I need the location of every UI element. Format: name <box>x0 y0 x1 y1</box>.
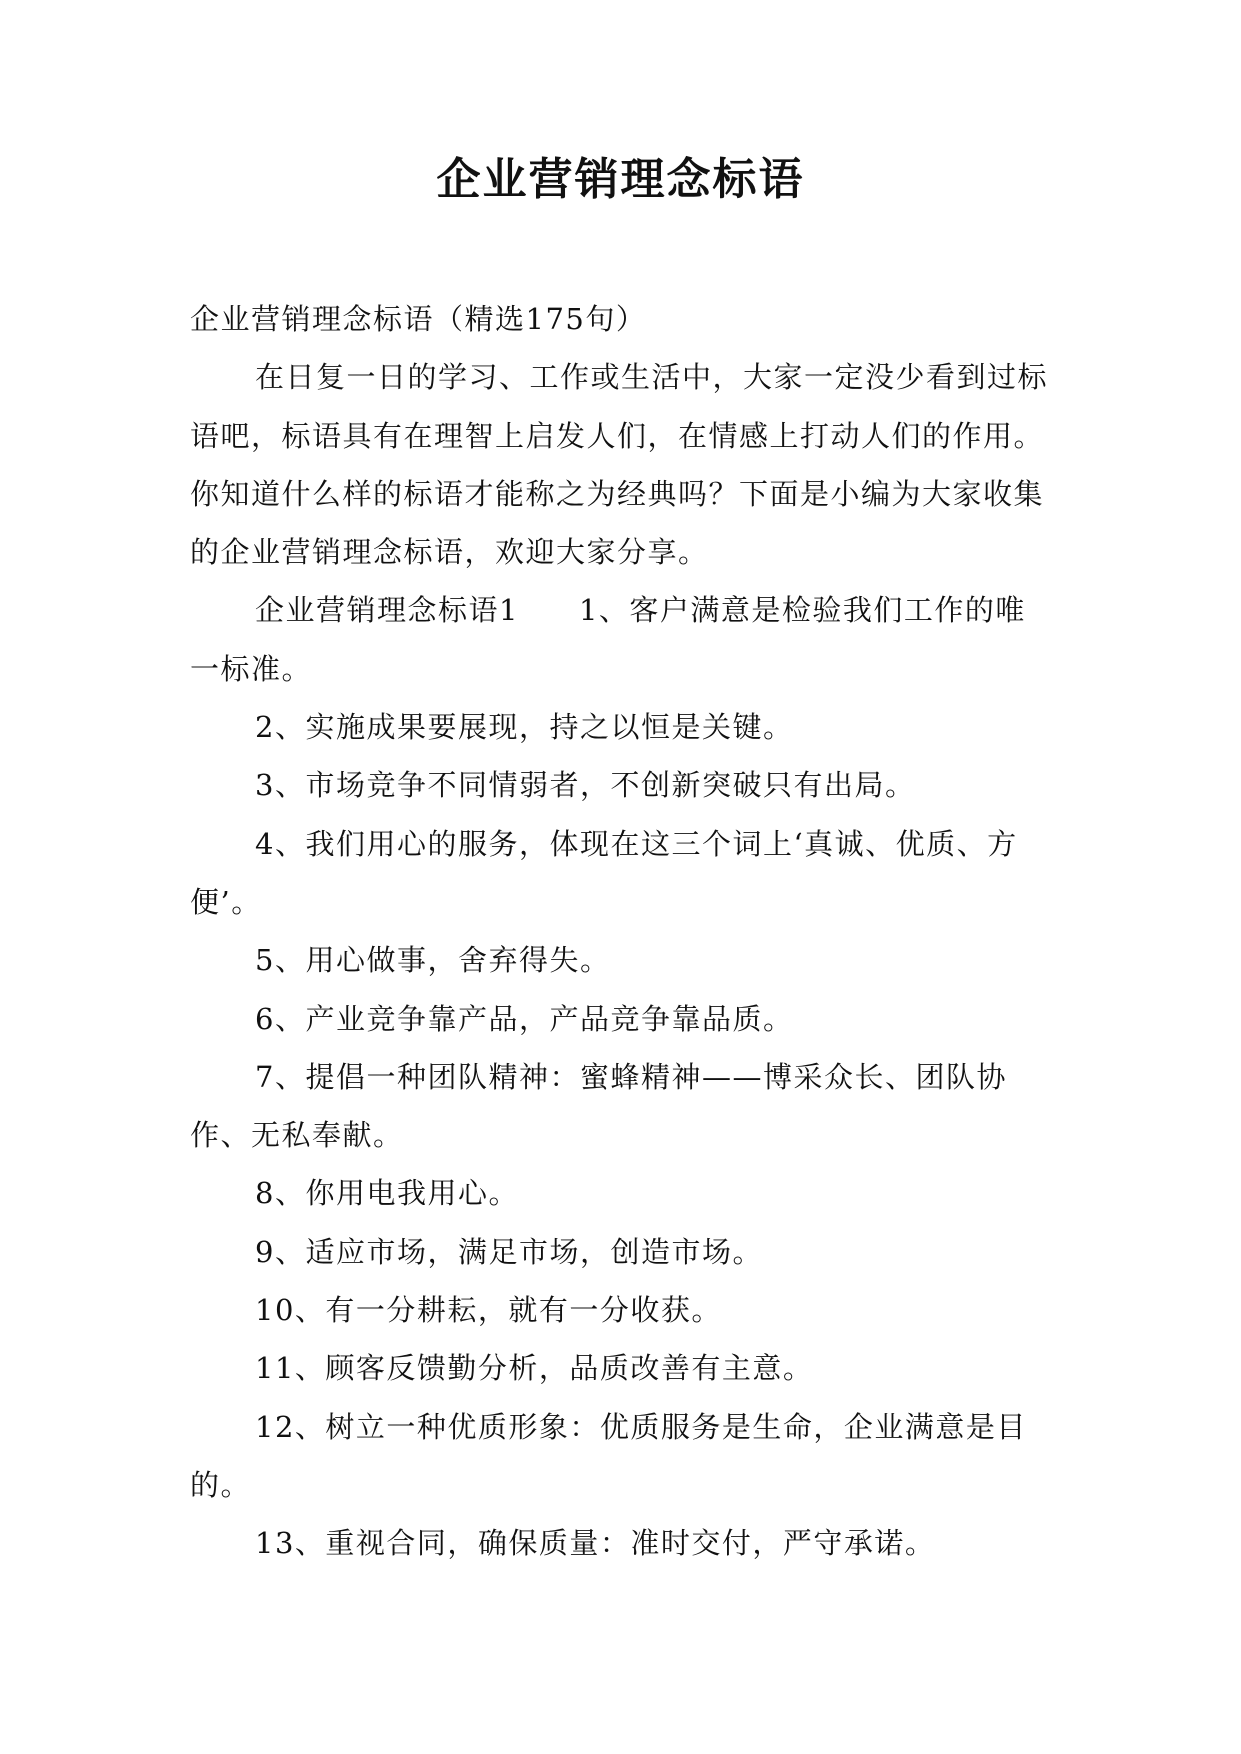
list-item: 9、适应市场，满足市场，创造市场。 <box>255 1234 763 1269</box>
list-item: 6、产业竞争靠产品，产品竞争靠品质。 <box>255 1001 794 1036</box>
list-item: 1、客户满意是检验我们工作的唯一标准。 <box>190 593 1026 686</box>
list-item: 5、用心做事，舍弃得失。 <box>255 943 611 978</box>
list-item: 4、我们用心的服务，体现在这三个词上‘真诚、优质、方便’。 <box>190 826 1018 919</box>
document-body <box>190 290 1050 1573</box>
list-item: 8、你用电我用心。 <box>255 1176 519 1211</box>
document-subtitle: 企业营销理念标语（精选175句） <box>190 302 647 336</box>
intro-paragraph: 在日复一日的学习、工作或生活中，大家一定没少看到过标语吧，标语具有在理智上启发人们，在情感上打动人们的作用。你知道什么样的标语才能称之为经典吗？下面是小编为大家收集的企业营销理念标语，欢迎大家分享。 <box>190 360 1049 570</box>
list-item: 10、有一分耕耘，就有一分收获。 <box>255 1293 722 1328</box>
list-item: 13、重视合同，确保质量：准时交付，严守承诺。 <box>255 1526 936 1561</box>
section-heading: 企业营销理念标语1 <box>255 593 519 628</box>
list-item: 2、实施成果要展现，持之以恒是关键。 <box>255 710 794 745</box>
list-item: 7、提倡一种团队精神：蜜蜂精神——博采众长、团队协作、无私奉献。 <box>190 1059 1007 1153</box>
section-paragraph <box>190 581 1050 698</box>
list-item: 12、树立一种优质形象：优质服务是生命，企业满意是目的。 <box>190 1409 1027 1502</box>
document-title: 企业营销理念标语 <box>436 154 805 205</box>
list-item: 3、市场竞争不同情弱者，不创新突破只有出局。 <box>255 768 916 803</box>
list-item: 11、顾客反馈勤分析，品质改善有主意。 <box>255 1351 814 1386</box>
